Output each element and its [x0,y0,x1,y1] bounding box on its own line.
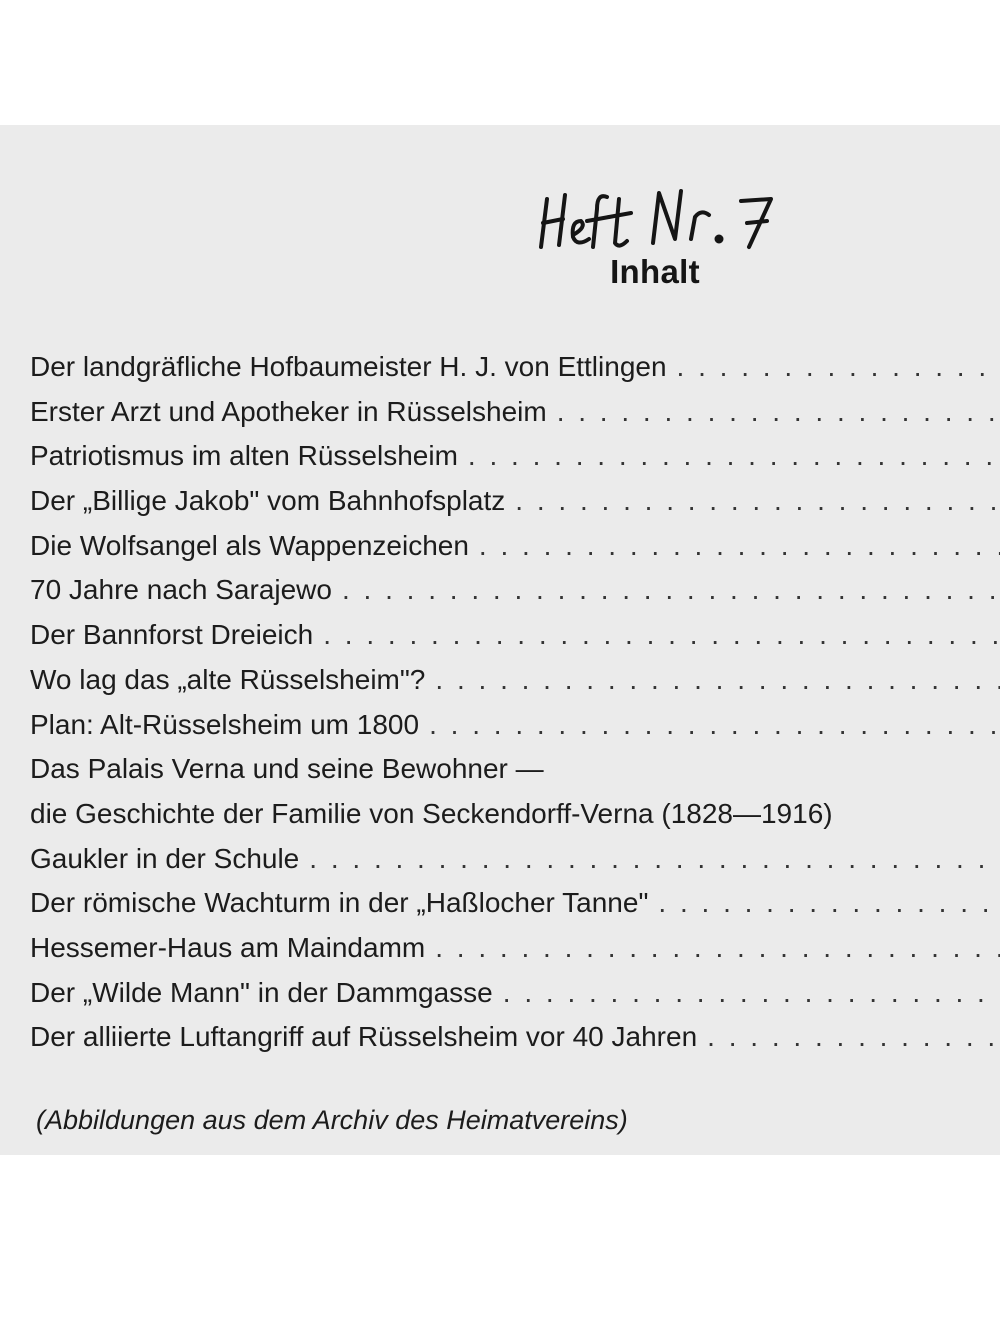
toc-entry [30,568,1000,613]
toc-entry [30,926,1000,971]
toc-entry-title: Erster Arzt und Apotheker in Rüsselsheim [30,395,547,427]
toc-entry-title: Patriotismus im alten Rüsselsheim [30,440,458,472]
dot-leader [479,524,1000,569]
toc-entry-title: Der römische Wachturm in der „Haßlocher Tanne" [30,887,649,919]
dot-leader [557,390,1000,435]
toc-entry [30,345,1000,390]
toc-entry [30,390,1000,435]
page-title: Inhalt [610,253,700,290]
toc-entry-title: Hessemer-Haus am Maindamm [30,931,426,963]
toc-entry-title: Der landgräfliche Hofbaumeister H. J. von Ettlingen [30,351,667,382]
dot-leader [707,1015,1000,1060]
toc-entry [30,434,1000,479]
dot-leader [435,926,1000,971]
handwritten-note [535,177,795,257]
dot-leader [468,434,1000,479]
toc-entry [30,613,1000,658]
dot-leader [515,479,1000,524]
toc-entry [30,881,1000,926]
toc-entry [30,479,1000,524]
toc-entry-title: Wo lag das „alte Rüsselsheim"? [30,663,426,695]
toc-entry-title: Der Bannforst Dreieich [30,619,314,651]
dot-leader [677,345,1000,390]
dot-leader [323,613,1000,658]
toc-entry-title: Gaukler in der Schule [30,842,300,874]
dot-leader [309,837,1000,882]
toc-entry [30,703,1000,748]
toc-entry [30,971,1000,1016]
table-of-contents [30,345,1000,1060]
dot-leader [435,658,1000,703]
toc-entry [30,524,1000,569]
dot-leader [503,971,1000,1016]
toc-entry [30,658,1000,703]
toc-entry-title: Der alliierte Luftangriff auf Rüsselsheim vor 40 Jahren [30,1021,698,1053]
toc-entry [30,792,1000,837]
toc-entry-title: Die Wolfsangel als Wappenzeichen [30,529,469,561]
handwritten-heft-nr-7 [535,177,795,257]
toc-entry [30,1015,1000,1060]
footnote: (Abbildungen aus dem Archiv des Heimatvereins) [36,1105,628,1135]
toc-entry [30,837,1000,882]
toc-entry-title: Der „Billige Jakob" vom Bahnhofsplatz [30,485,506,517]
toc-entry-title: Das Palais Verna und seine Bewohner — [30,753,544,785]
toc-entry [30,747,1000,792]
toc-entry-title: Der „Wilde Mann" in der Dammgasse [30,976,493,1008]
toc-entry-title: 70 Jahre nach Sarajewo [30,574,332,606]
toc-entry-title: die Geschichte der Familie von Seckendorff-Verna (1828—1916) [30,797,833,829]
toc-entry-title: Plan: Alt-Rüsselsheim um 1800 [30,708,420,740]
dot-leader [429,703,1000,748]
scanned-page [0,125,1000,1155]
dot-leader [342,568,1000,613]
dot-leader [658,881,1000,926]
